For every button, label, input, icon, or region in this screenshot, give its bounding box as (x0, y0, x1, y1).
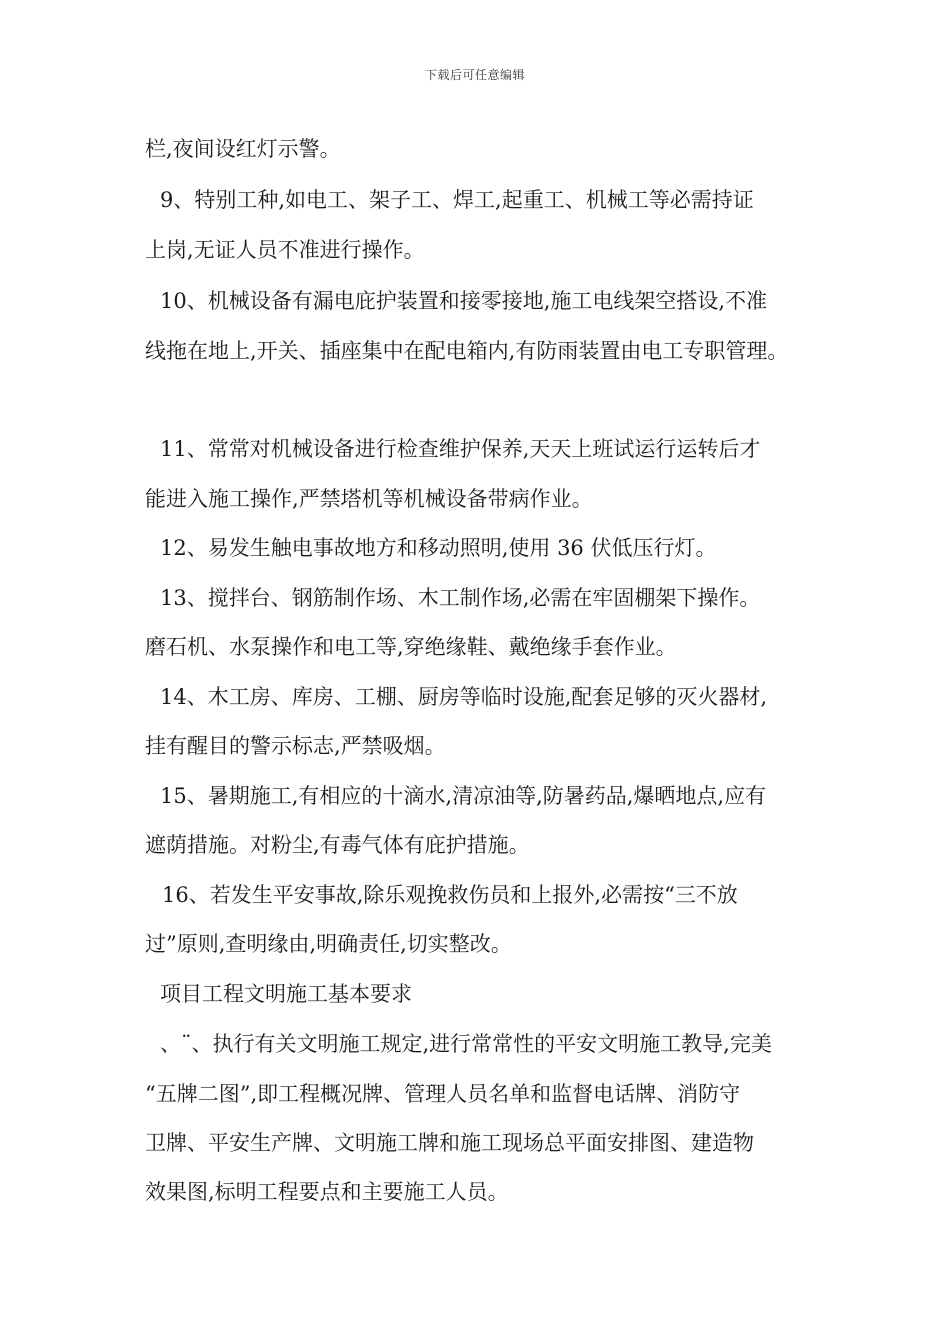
text-line: 线拖在地上,开关、插座集中在配电箱内,有防雨装置由电工专职管理。 (145, 339, 789, 363)
text-line: 效果图,标明工程要点和主要施工人员。 (145, 1180, 509, 1204)
text-line: 上岗,无证人员不准进行操作。 (145, 238, 425, 262)
text-line: 、¨、执行有关文明施工规定,进行常常性的平安文明施工教导,完美 (160, 1032, 772, 1056)
text-line: 9、特别工种,如电工、架子工、焊工,起重工、机械工等必需持证 (160, 188, 754, 212)
text-line: 12、易发生触电事故地方和移动照明,使用 36 伏低压行灯。 (160, 536, 717, 560)
text-line: 11、常常对机械设备进行检查维护保养,天天上班试运行运转后才 (160, 437, 761, 461)
text-line: 栏,夜间设红灯示警。 (145, 137, 341, 161)
text-line: 14、木工房、库房、工棚、厨房等临时设施,配套足够的灭火器材, (160, 685, 768, 709)
page-header: 下载后可任意编辑 (424, 68, 525, 82)
text-line: 13、搅拌台、钢筋制作场、木工制作场,必需在牢固棚架下操作。 (160, 586, 761, 610)
text-line: 挂有醒目的警示标志,严禁吸烟。 (145, 734, 446, 758)
text-line: 10、机械设备有漏电庇护装置和接零接地,施工电线架空搭设,不准 (160, 289, 768, 313)
text-line: 卫牌、平安生产牌、文明施工牌和施工现场总平面安排图、建造物 (145, 1131, 754, 1155)
text-line: 磨石机、水泵操作和电工等,穿绝缘鞋、戴绝缘手套作业。 (145, 635, 677, 659)
text-line: “五牌二图”,即工程概况牌、管理人员名单和监督电话牌、消防守 (145, 1082, 741, 1106)
text-line: 15、暑期施工,有相应的十滴水,清凉油等,防暑药品,爆晒地点,应有 (160, 784, 767, 808)
text-line: 能进入施工操作,严禁塔机等机械设备带病作业。 (145, 487, 593, 511)
text-line: 过”原则,查明缘由,明确责任,切实整改。 (145, 932, 512, 956)
section-heading: 项目工程文明施工基本要求 (160, 982, 412, 1006)
text-line: 遮荫措施。对粉尘,有毒气体有庇护措施。 (145, 833, 530, 857)
text-line: 16、若发生平安事故,除乐观挽救伤员和上报外,必需按“三不放 (162, 883, 738, 907)
